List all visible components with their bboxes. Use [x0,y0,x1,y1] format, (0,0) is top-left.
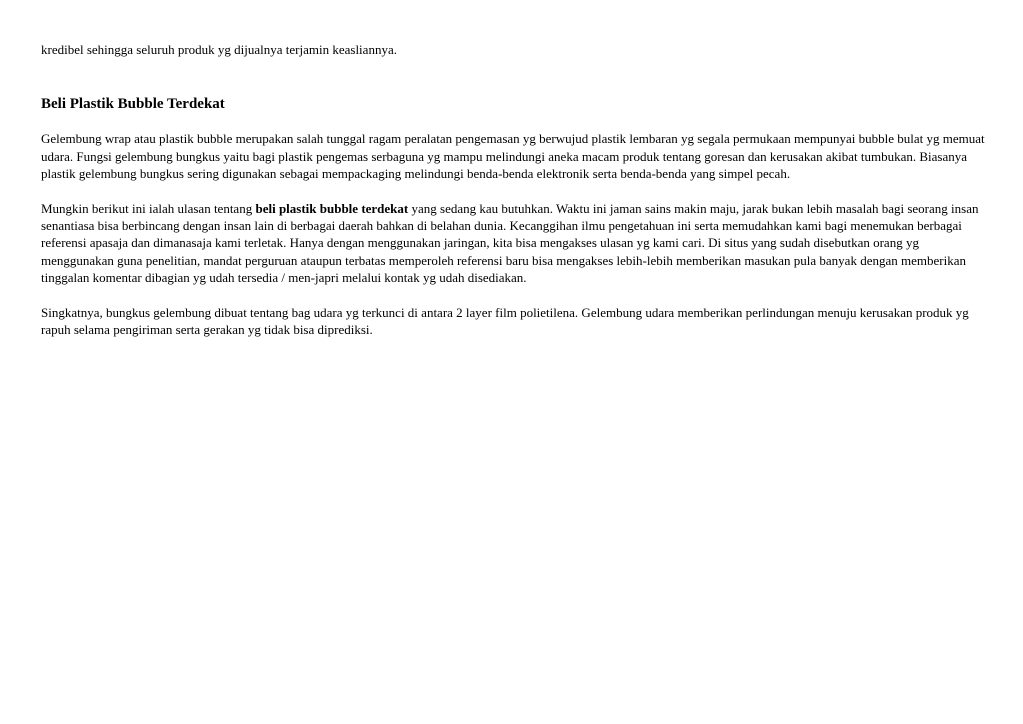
spacer [41,183,986,200]
paragraph-2-text-after: yang sedang kau butuhkan. Waktu ini jaman sains makin maju, jarak bukan lebih masalah bagi seorang insan senantiasa bisa berbincang dengan insan lain di berbagai daerah bahkan di belahan dunia. Kecanggihan ilmu pengetahuan ini serta memudahkan kami bagi menemukan berbagai referensi apasaja dan dimanasaja kami terletak. Hanya dengan menggunakan jaringan, kita bisa mengakses ulasan yg kami cari. Di situs yang sudah disebutkan orang yg menggunakan guna penelitian, mandat perguruan ataupun terbatas memperoleh referensi baru bisa mengakses lebih-lebih memberikan masukan pula banyak dengan memberikan tinggalan komentar dibagian yg udah tersedia / men-japri melalui kontak yg udah disediakan. [41,200,979,286]
intro-line: kredibel sehingga seluruh produk yg dijualnya terjamin keasliannya. [41,42,397,57]
section-heading: Beli Plastik Bubble Terdekat [41,96,225,113]
paragraph-2 [41,200,986,287]
paragraph-1: Gelembung wrap atau plastik bubble merupakan salah tunggal ragam peralatan pengemasan yg berwujud plastik lembaran yg segala permukaan mempunyai bubble bulat yg memuat udara. Fungsi gelembung bungkus yaitu bagi plastik pengemas serbaguna yg mampu melindungi aneka macam produk tentang goresan dan kerusakan akibat tumbukan. Biasanya plastik gelembung bungkus sering digunakan sebagai mempackaging melindungi benda-benda elektronik serta benda-benda yang simpel pecah. [41,131,985,182]
keyword-bold: beli plastik bubble terdekat [255,200,409,216]
spacer [41,58,986,94]
document-page [41,41,986,338]
paragraph-2-text-before: Mungkin berikut ini ialah ulasan tentang [41,200,256,216]
spacer [41,114,986,130]
spacer [41,287,986,304]
paragraph-3: Singkatnya, bungkus gelembung dibuat tentang bag udara yg terkunci di antara 2 layer film polietilena. Gelembung udara memberikan perlindungan menuju kerusakan produk yg rapuh selama pengiriman serta gerakan yg tidak bisa diprediksi. [41,304,969,338]
